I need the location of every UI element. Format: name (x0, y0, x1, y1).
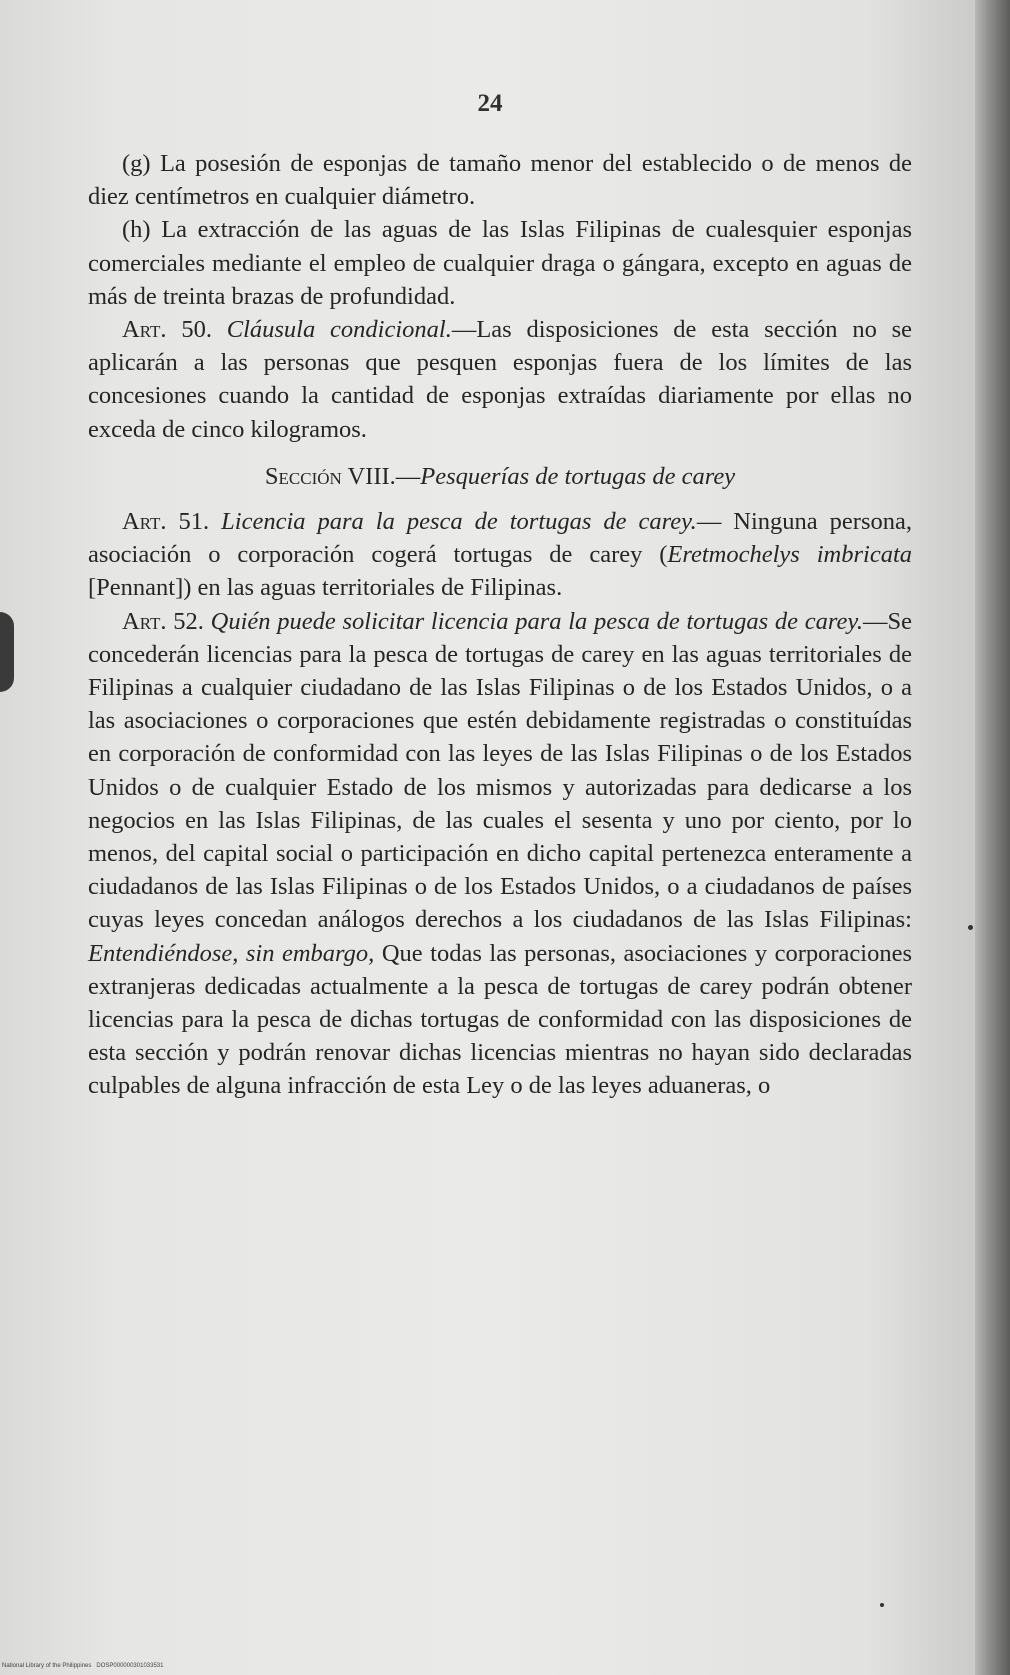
article-label: Art. (122, 508, 167, 536)
section-dash: — (395, 462, 421, 490)
paragraph-label: (g) (122, 150, 151, 177)
article-label: Art. (122, 607, 167, 635)
article-number: 50. (181, 316, 212, 344)
article-text-after: Que todas las personas, asociaciones y corporaciones extranjeras dedicadas actualmente a la pesca de tortugas de carey podrán obtener licencias para la pesca de dichas tortugas de conformidad con las disposiciones de esta sección y podrán renovar dichas licencias mientras no hayan sido declaradas culpables de alguna infracción de esta Ley o de las leyes aduaneras, o (88, 939, 912, 1100)
article-text: —Las disposiciones de esta sección no se aplicarán a las personas que pesquen esponjas fuera de los límites de las concesiones cuando la cantidad de esponjas extraídas diariamente por ellas no exceda de cinco kilogramos. (88, 316, 913, 443)
species-name: Eretmochelys imbricata (667, 541, 912, 569)
section-label: Sección (264, 462, 342, 490)
article-52 (88, 605, 912, 1103)
footer-library: National Library of the Philippines (2, 1663, 92, 1669)
section-number: VIII. (347, 462, 396, 490)
page-speck (968, 925, 973, 930)
article-text: — Ninguna persona, asociación o corporación cogerá tortugas de carey ( (88, 508, 912, 569)
article-label: Art. (122, 316, 167, 344)
proviso-clause: Entendiéndose, sin embargo, (88, 939, 375, 967)
article-51 (88, 505, 912, 605)
paragraph-g (88, 147, 912, 213)
article-number: 52. (173, 607, 204, 635)
book-gutter-shadow (975, 0, 1010, 1675)
page-speck (880, 1603, 884, 1607)
footer-code: DOSP000000301033531 (96, 1663, 164, 1669)
article-text-after: [Pennant]) en las aguas territoriales de Filipinas. (88, 574, 563, 602)
article-title: Cláusula condicional. (226, 316, 452, 344)
article-title: Licencia para la pesca de tortugas de carey. (221, 508, 697, 536)
article-title: Quién puede solicitar licencia para la pesca de tortugas de carey. (210, 607, 864, 635)
paragraph-text: La posesión de esponjas de tamaño menor del establecido o de menos de diez centímetros en cualquier diámetro. (88, 150, 913, 211)
scan-footer (2, 1663, 163, 1669)
page-number: 24 (477, 90, 503, 117)
section-title: Pesquerías de tortugas de carey (420, 462, 736, 490)
article-text: —Se concederán licencias para la pesca de tortugas de carey en las aguas territoriales de Filipinas a cualquier ciudadano de las Islas Filipinas o de los Estados Unidos, o a las asociaciones o corporaciones que estén debidamente registradas o constituídas en corporación de conformidad con las leyes de las Islas Filipinas o de los Estados Unidos o de cualquier Estado de los mismos y autorizadas para dedicarse a los negocios en las Islas Filipinas, de las cuales el sesenta y uno por ciento, por lo menos, del capital social o participación en dicho capital pertenezca enteramente a ciudadanos de las Islas Filipinas o de los Estados Unidos, o a ciudadanos de países cuyas leyes concedan análogos derechos a los ciudadanos de las Islas Filipinas: (88, 607, 913, 934)
article-number: 51. (178, 508, 210, 536)
paragraph-text: La extracción de las aguas de las Islas Filipinas de cualesquier esponjas comerciales mediante el empleo de cualquier draga o gángara, excepto en aguas de más de treinta brazas de profundidad. (88, 216, 913, 310)
paragraph-h (88, 213, 912, 313)
section-heading (88, 460, 912, 493)
document-body (88, 147, 912, 1103)
article-50 (88, 313, 912, 446)
paragraph-label: (h) (122, 216, 151, 244)
page-blot (0, 612, 14, 692)
